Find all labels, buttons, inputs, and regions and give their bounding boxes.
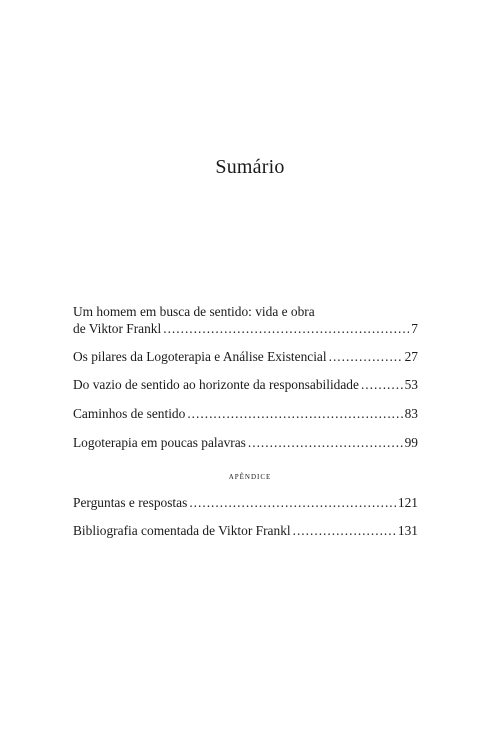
toc-entry-title: Bibliografia comentada de Viktor Frankl	[73, 523, 291, 538]
toc-entry[interactable]	[73, 494, 418, 511]
page-title: Sumário	[215, 156, 285, 178]
toc-entry-title: Os pilares da Logoterapia e Análise Existencial	[73, 349, 327, 364]
toc-entry-page: 7	[411, 321, 418, 336]
toc-entry-line	[73, 320, 418, 337]
leader-dots	[189, 494, 396, 511]
appendix-heading: apêndice	[228, 472, 272, 482]
leader-dots	[163, 320, 409, 337]
toc-entry-page: 131	[397, 523, 418, 538]
toc-entry-page: 99	[404, 435, 418, 450]
toc-entry-page: 53	[404, 377, 418, 392]
toc-entry[interactable]	[73, 376, 418, 393]
toc-entry[interactable]	[73, 405, 418, 422]
toc-entry-page: 27	[404, 349, 418, 364]
toc-entry[interactable]	[73, 434, 418, 451]
toc-entry-title: Do vazio de sentido ao horizonte da responsabilidade	[73, 377, 359, 392]
toc-entry-page: 83	[404, 406, 418, 421]
leader-dots	[329, 348, 403, 365]
toc-entry-line	[73, 348, 418, 365]
toc-entry-title: Logoterapia em poucas palavras	[73, 435, 246, 450]
toc-entry-title: Caminhos de sentido	[73, 406, 186, 421]
toc-entry-title-line1: Um homem em busca de sentido: vida e obra	[73, 304, 315, 319]
toc-entry-first-line	[73, 303, 418, 320]
leader-dots	[187, 405, 402, 422]
toc-entry-line	[73, 405, 418, 422]
toc-entry[interactable]	[73, 303, 418, 337]
toc-entry-line	[73, 522, 418, 539]
leader-dots	[248, 434, 403, 451]
leader-dots	[361, 376, 403, 393]
toc-entry[interactable]	[73, 522, 418, 539]
toc-entry-line	[73, 494, 418, 511]
toc-entry-title: Perguntas e respostas	[73, 495, 188, 510]
toc-entry-page: 121	[397, 495, 418, 510]
toc-entry[interactable]	[73, 348, 418, 365]
toc-entry-title: de Viktor Frankl	[73, 321, 162, 336]
leader-dots	[293, 522, 396, 539]
toc-entry-line	[73, 434, 418, 451]
toc-entry-line	[73, 376, 418, 393]
